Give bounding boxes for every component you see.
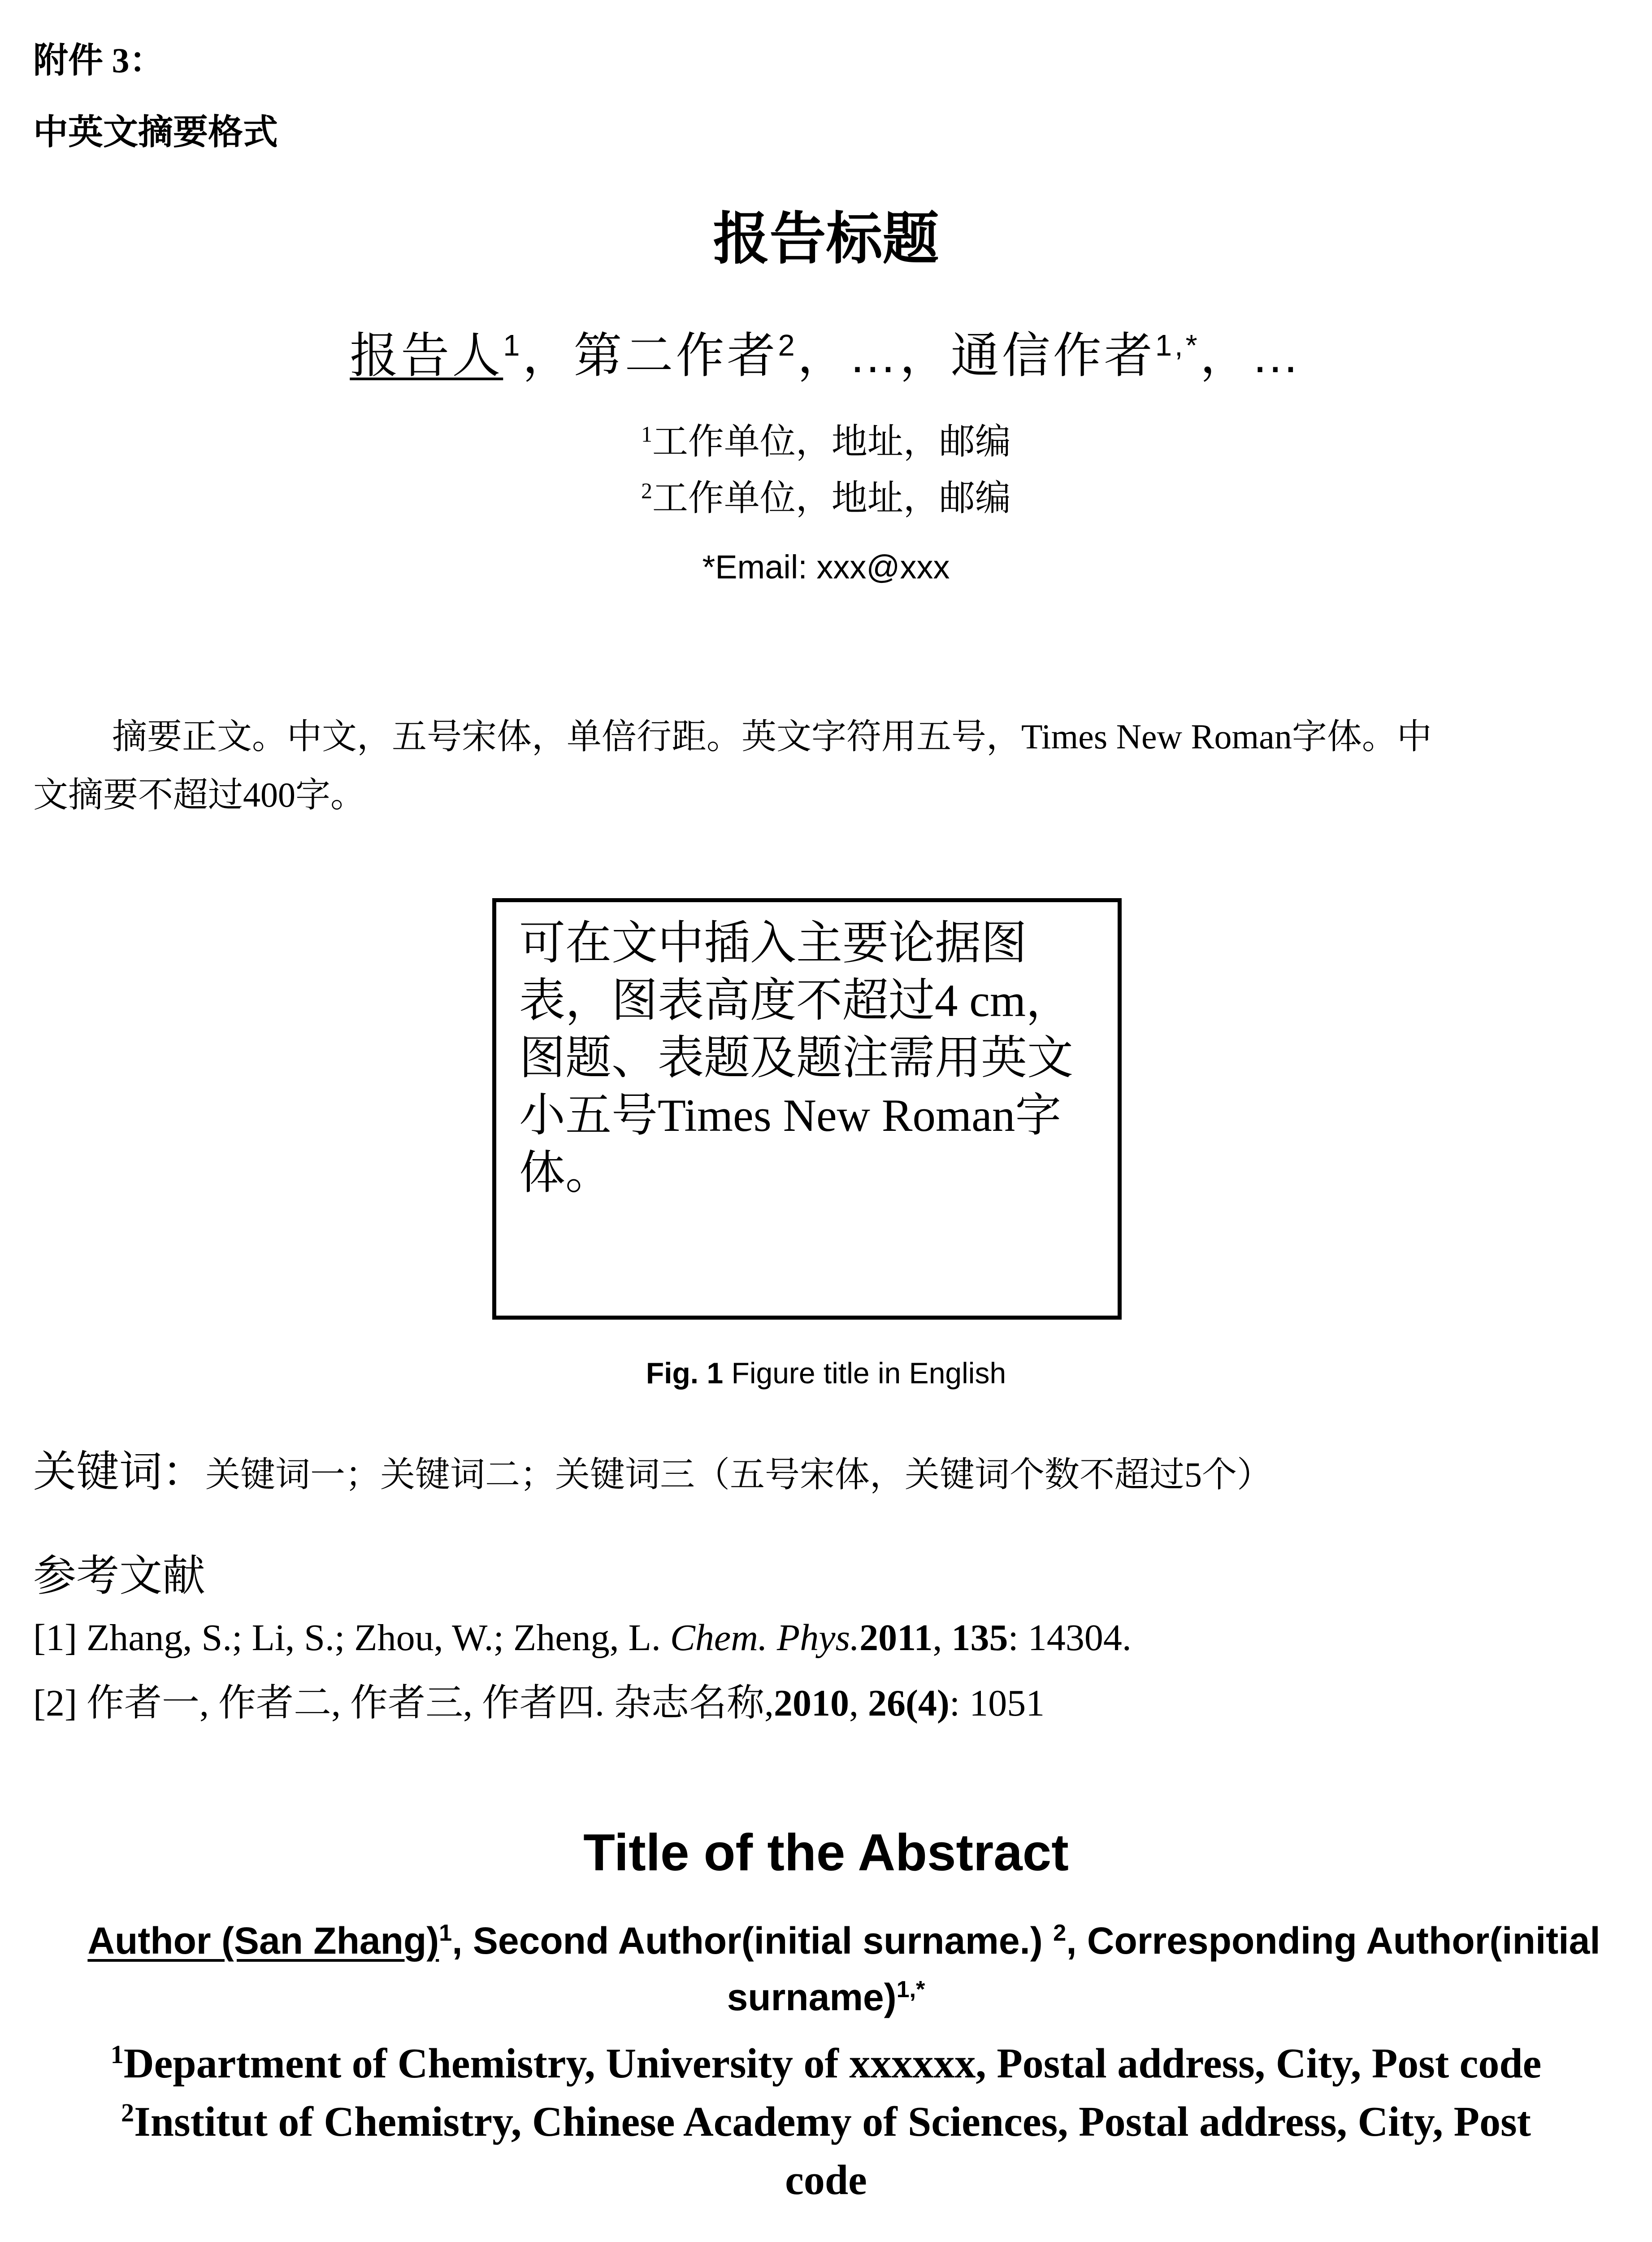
cn-second-sup: 2 — [778, 329, 798, 363]
cn-title: 报告标题 — [713, 207, 939, 270]
cn-author-tail: ，… — [1200, 328, 1302, 382]
cn-corr-sup: 1,* — [1155, 329, 1200, 363]
keywords-text: 关键词一；关键词二；关键词三（五号宋体，关键词个数不超过5个） — [205, 1455, 1272, 1494]
cn-affiliation-2 — [0, 469, 1652, 521]
cn-affiliation-1 — [0, 413, 1652, 464]
cn-presenter-sup: 1 — [503, 329, 523, 363]
en-affiliation-2 — [0, 2098, 1652, 2146]
ref1-authors: [1] Zhang, S.; Li, S.; Zhou, W.; Zheng, L. — [33, 1617, 670, 1659]
format-title: 中英文摘要格式 — [33, 113, 278, 152]
cn-author-line — [0, 317, 1652, 386]
reference-1 — [33, 1616, 1132, 1660]
ref2-comma: , — [849, 1682, 868, 1724]
references-heading: 参考文献 — [33, 1552, 205, 1600]
ref2-volume: 26(4) — [867, 1682, 950, 1724]
ref1-year: 2011 — [859, 1617, 933, 1659]
en-corr-author-cont: surname) — [727, 1976, 897, 2018]
figure-caption — [0, 1356, 1652, 1390]
en-second-sup: 2 — [1053, 1920, 1067, 1947]
cn-corr-author: ，…，通信作者 — [797, 328, 1155, 382]
cn-presenter: 报告人 — [350, 328, 503, 382]
cn-aff1-sup: 1 — [641, 421, 652, 447]
keywords-label: 关键词： — [33, 1448, 205, 1496]
ref1-journal: Chem. Phys. — [670, 1617, 860, 1659]
ref2-year: 2010 — [773, 1682, 849, 1724]
en-presenter: Author (San Zhang) — [87, 1920, 439, 1962]
en-aff2-text: Institut of Chemistry, Chinese Academy of Sciences, Postal address, City, Post — [134, 2099, 1531, 2145]
cn-aff2-sup: 2 — [641, 478, 652, 503]
reference-2 — [33, 1673, 1045, 1727]
figure-caption-label: Fig. 1 — [646, 1356, 724, 1390]
en-author-line-1 — [0, 1919, 1652, 1963]
cn-aff2-text: 工作单位，地址，邮编 — [652, 479, 1011, 518]
en-second-author: , Second Author(initial surname.) — [452, 1920, 1054, 1962]
cn-abstract-line-1: 摘要正文。中文，五号宋体，单倍行距。英文字符用五号，Times New Roman字体。中 — [112, 717, 1432, 756]
cn-abstract-line-2: 文摘要不超过400字。 — [33, 775, 366, 814]
en-corr-author: , Corresponding Author(initial — [1066, 1920, 1600, 1962]
keywords-line — [33, 1438, 1272, 1499]
en-affiliation-1 — [0, 2039, 1652, 2088]
cn-second-author: ，第二作者 — [522, 328, 778, 382]
ref1-pages: : 14304. — [1008, 1617, 1132, 1659]
en-aff1-text: Department of Chemistry, University of xxxxxx, Postal address, City, Post code — [123, 2040, 1542, 2087]
ref1-volume: 135 — [951, 1617, 1008, 1659]
en-title: Title of the Abstract — [583, 1823, 1069, 1881]
figure-caption-text: Figure title in English — [723, 1356, 1006, 1390]
ref1-comma: , — [932, 1617, 952, 1659]
ref2-authors: [2] 作者一, 作者二, 作者三, 作者四. 杂志名称, — [33, 1682, 774, 1724]
cn-aff1-text: 工作单位，地址，邮编 — [652, 422, 1011, 462]
figure-placeholder-text: 可在文中插入主要论据图表，图表高度不超过4 cm，图题、表题及题注需用英文小五号Times New Roman字体。 — [519, 918, 1073, 1199]
en-affiliation-2-cont: code — [785, 2157, 867, 2203]
en-aff1-sup: 1 — [110, 2039, 124, 2069]
en-author-line-2 — [0, 1976, 1652, 2019]
en-corr-sup: 1,* — [896, 1977, 925, 2003]
en-presenter-sup: 1 — [439, 1920, 452, 1947]
en-aff2-sup: 2 — [121, 2098, 134, 2127]
ref2-pages: : 1051 — [949, 1682, 1045, 1724]
cn-email: *Email: xxx@xxx — [702, 548, 950, 586]
attachment-label: 附件 3： — [33, 41, 165, 80]
